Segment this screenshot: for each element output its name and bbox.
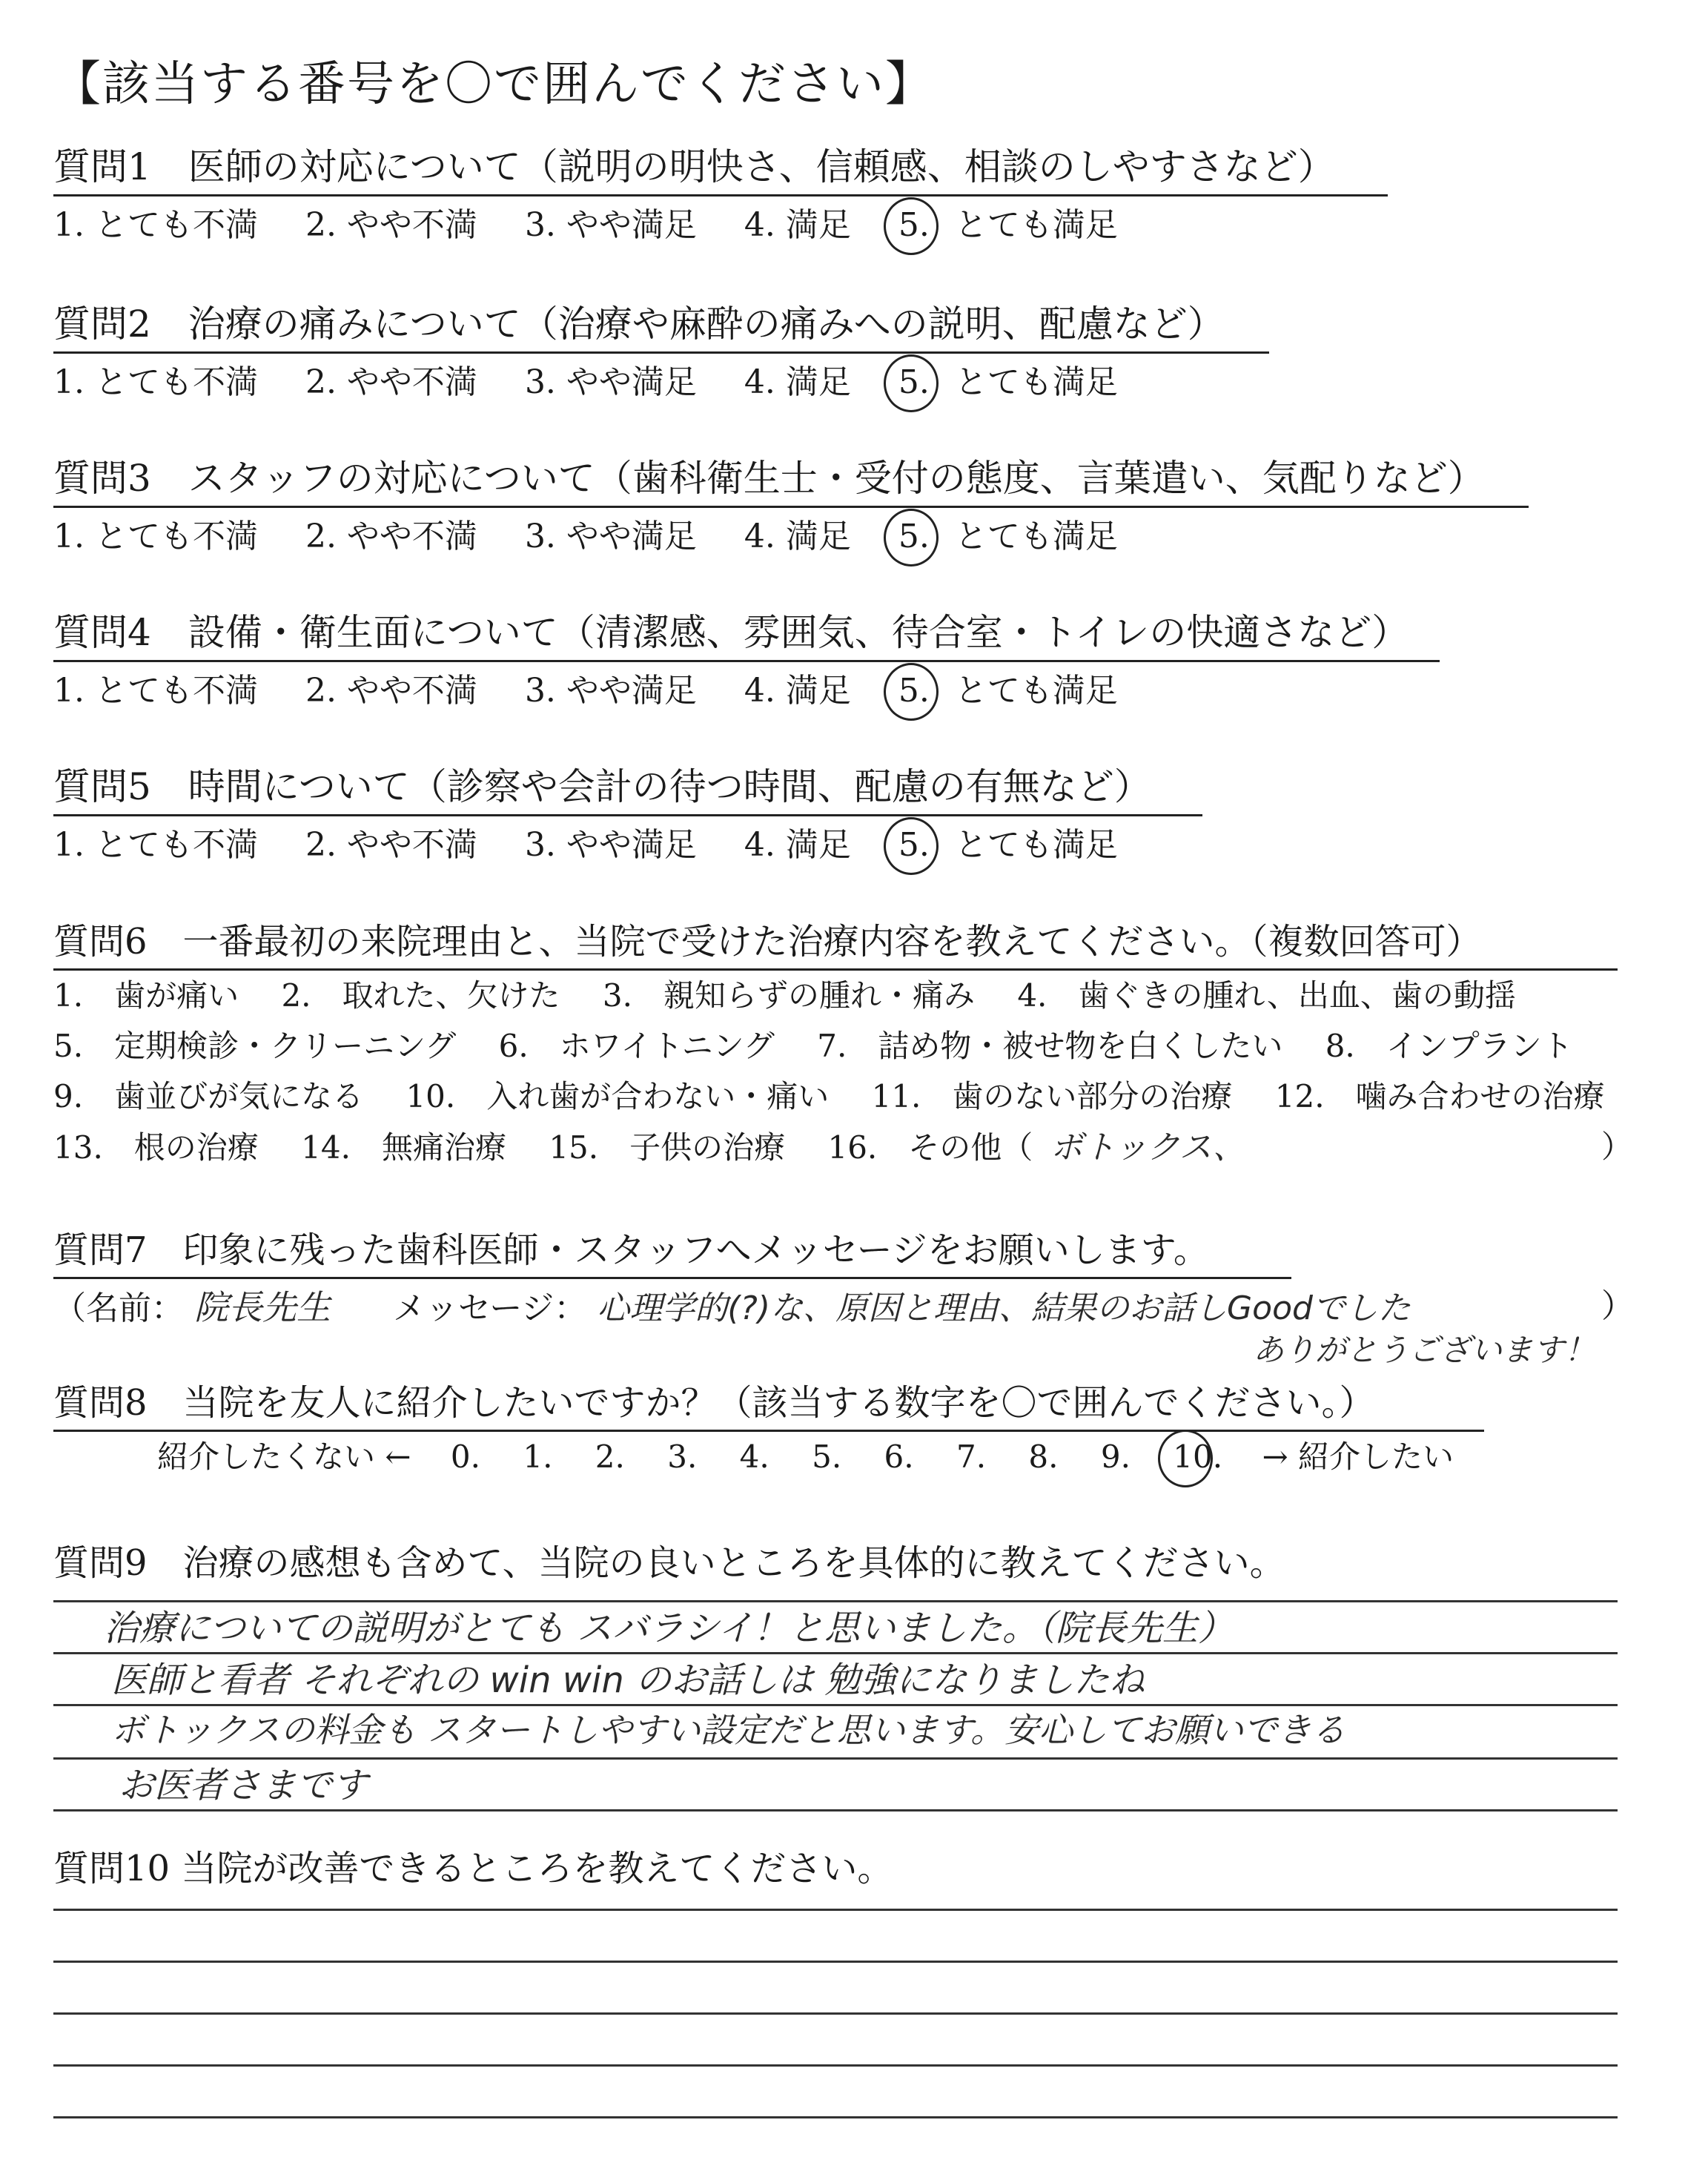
q4-underline — [53, 660, 1440, 662]
q9-rule-1 — [53, 1600, 1618, 1602]
q4-option-1[interactable]: 1. とても不満 — [53, 672, 258, 710]
q5-underline — [53, 814, 1202, 816]
q3-option-4[interactable]: 4. 満足 — [744, 518, 851, 555]
q6-option-6[interactable]: 6. ホワイトニング — [498, 1028, 775, 1064]
q8-heading: 質問8 当院を友人に紹介したいですか？（該当する数字を〇で囲んでください。） — [53, 1382, 1375, 1424]
q6-option-7[interactable]: 7. 詰め物・被せ物を白くしたい — [817, 1028, 1283, 1064]
q2-heading: 質問2 治療の痛みについて（治療や麻酔の痛みへの説明、配慮など） — [53, 303, 1225, 346]
q4-options — [53, 672, 1155, 710]
q6-row-4 — [53, 1129, 1282, 1166]
q1-option-4[interactable]: 4. 満足 — [744, 206, 851, 244]
q2-options — [53, 363, 1155, 401]
q4-option-3[interactable]: 3. やや満足 — [524, 672, 697, 710]
q6-option-5[interactable]: 5. 定期検診・クリーニング — [53, 1028, 457, 1064]
q9-rule-5 — [53, 1809, 1618, 1811]
q6-row-3 — [53, 1078, 1605, 1114]
q8-option-2[interactable]: 2. — [595, 1439, 625, 1475]
q6-option-10[interactable]: 10. 入れ歯が合わない・痛い — [406, 1078, 830, 1114]
q10-rule-5 — [53, 2116, 1618, 2118]
q6-row-2 — [53, 1028, 1573, 1064]
q2-underline — [53, 351, 1269, 354]
q1-option-1[interactable]: 1. とても不満 — [53, 206, 258, 244]
q10-rule-4 — [53, 2064, 1618, 2067]
q4-heading: 質問4 設備・衛生面について（清潔感、雰囲気、待合室・トイレの快適さなど） — [53, 611, 1409, 654]
q5-option-2[interactable]: 2. やや不満 — [305, 826, 477, 864]
q10-rule-3 — [53, 2012, 1618, 2015]
q8-option-7[interactable]: 7. — [956, 1439, 987, 1475]
q7-name-value[interactable]: 院長先生 — [194, 1287, 331, 1327]
q8-option-6[interactable]: 6. — [884, 1439, 914, 1475]
q6-option-14[interactable]: 14. 無痛治療 — [301, 1129, 506, 1166]
q7-name-label: （名前： — [53, 1289, 184, 1327]
q3-underline — [53, 506, 1529, 508]
q2-option-4[interactable]: 4. 満足 — [744, 363, 851, 401]
q5-options — [53, 826, 1155, 864]
q2-option-5-label[interactable]: とても満足 — [954, 363, 1118, 401]
q6-option-9[interactable]: 9. 歯並びが気になる — [53, 1078, 364, 1114]
q7-message-label: メッセージ： — [393, 1289, 587, 1327]
q10-heading: 質問10 当院が改善できるところを教えてください。 — [53, 1848, 893, 1889]
q3-option-3[interactable]: 3. やや満足 — [524, 518, 697, 555]
q6-option-11[interactable]: 11. 歯のない部分の治療 — [871, 1078, 1233, 1114]
q6-option-8[interactable]: 8. インプラント — [1325, 1028, 1573, 1064]
q6-other-text[interactable]: ボトックス、 — [1050, 1129, 1246, 1166]
q6-other-close: ） — [1601, 1129, 1633, 1165]
q3-option-5-circled[interactable]: 5. — [898, 518, 930, 555]
q1-underline — [53, 194, 1388, 196]
q5-option-5-label[interactable]: とても満足 — [954, 826, 1118, 864]
q6-option-3[interactable]: 3. 親知らずの腫れ・痛み — [602, 977, 975, 1014]
q7-message-row — [53, 1287, 1411, 1327]
q1-option-2[interactable]: 2. やや不満 — [305, 206, 477, 244]
q8-option-4[interactable]: 4. — [739, 1439, 769, 1475]
q9-answer-line-3[interactable]: ボトックスの料金も スタートしやすい設定だと思います。安心してお願いできる — [111, 1710, 1346, 1750]
q9-rule-3 — [53, 1704, 1618, 1706]
q4-option-5-circled[interactable]: 5. — [898, 672, 930, 710]
q9-rule-2 — [53, 1652, 1618, 1654]
q8-option-0[interactable]: 0. — [450, 1439, 480, 1475]
q2-option-1[interactable]: 1. とても不満 — [53, 363, 258, 401]
q2-option-5-circled[interactable]: 5. — [898, 363, 930, 401]
q9-answer-line-2[interactable]: 医師と看者 それぞれの win win のお話しは 勉強になりましたね — [111, 1659, 1145, 1701]
q8-option-10-circled[interactable]: 10. — [1173, 1439, 1223, 1475]
q8-option-3[interactable]: 3. — [667, 1439, 698, 1475]
q6-heading: 質問6 一番最初の来院理由と、当院で受けた治療内容を教えてください。（複数回答可） — [53, 921, 1482, 962]
q7-message-line-1[interactable]: 心理学的(?)な、原因と理由、結果のお話しGoodでした — [597, 1289, 1411, 1327]
q10-rule-1 — [53, 1909, 1618, 1911]
q6-option-12[interactable]: 12. 噛み合わせの治療 — [1274, 1078, 1605, 1114]
q3-option-5-label[interactable]: とても満足 — [954, 518, 1118, 555]
q7-underline — [53, 1277, 1291, 1279]
q7-close-paren: ） — [1601, 1287, 1634, 1325]
q9-rule-4 — [53, 1757, 1618, 1760]
q3-option-2[interactable]: 2. やや不満 — [305, 518, 477, 555]
q1-option-5-circled[interactable]: 5. — [898, 206, 930, 244]
q8-option-1[interactable]: 1. — [523, 1439, 553, 1475]
q7-heading: 質問7 印象に残った歯科医師・スタッフへメッセージをお願いします。 — [53, 1229, 1209, 1271]
q6-option-13[interactable]: 13. 根の治療 — [53, 1129, 259, 1166]
q9-heading: 質問9 治療の感想も含めて、当院の良いところを具体的に教えてください。 — [53, 1542, 1285, 1584]
q1-options — [53, 206, 1155, 244]
q3-options — [53, 518, 1155, 555]
q1-option-5-label[interactable]: とても満足 — [954, 206, 1118, 244]
q10-rule-2 — [53, 1961, 1618, 1963]
q8-option-8[interactable]: 8. — [1028, 1439, 1059, 1475]
q4-option-5-label[interactable]: とても満足 — [954, 672, 1118, 710]
q6-option-15[interactable]: 15. 子供の治療 — [549, 1129, 786, 1166]
q8-scale — [157, 1441, 1454, 1473]
q6-option-4[interactable]: 4. 歯ぐきの腫れ、出血、歯の動揺 — [1017, 977, 1516, 1014]
q5-option-1[interactable]: 1. とても不満 — [53, 826, 258, 864]
q1-option-3[interactable]: 3. やや満足 — [524, 206, 697, 244]
q4-option-2[interactable]: 2. やや不満 — [305, 672, 477, 710]
q9-answer-line-1[interactable]: 治療についての説明がとても スバラシイ！と思いました。（院長先生） — [104, 1608, 1234, 1649]
q5-option-4[interactable]: 4. 満足 — [744, 826, 851, 864]
q9-answer-line-4[interactable]: お医者さまです — [119, 1765, 368, 1806]
q5-heading: 質問5 時間について（診察や会計の待つ時間、配慮の有無など） — [53, 765, 1151, 808]
q8-option-5[interactable]: 5. — [812, 1439, 842, 1475]
q8-option-9[interactable]: 9. — [1100, 1439, 1131, 1475]
q3-option-1[interactable]: 1. とても不満 — [53, 518, 258, 555]
q5-option-3[interactable]: 3. やや満足 — [524, 826, 697, 864]
q7-message-line-2[interactable]: ありがとうございます！ — [1253, 1332, 1596, 1368]
q5-option-5-circled[interactable]: 5. — [898, 826, 930, 864]
q6-row-1 — [53, 977, 1516, 1014]
q3-heading: 質問3 スタッフの対応について（歯科衛生士・受付の態度、言葉遣い、気配りなど） — [53, 457, 1485, 500]
q6-option-2[interactable]: 2. 取れた、欠けた — [281, 977, 560, 1014]
q1-heading: 質問1 医師の対応について（説明の明快さ、信頼感、相談のしやすさなど） — [53, 145, 1335, 188]
q2-option-2[interactable]: 2. やや不満 — [305, 363, 477, 401]
q6-underline — [53, 968, 1618, 971]
q6-option-1[interactable]: 1. 歯が痛い — [53, 977, 239, 1014]
q8-underline — [53, 1430, 1484, 1432]
q8-left-label: 紹介したくない ← — [157, 1439, 411, 1475]
q2-option-3[interactable]: 3. やや満足 — [524, 363, 697, 401]
page-title: 【該当する番号を〇で囲んでください】 — [53, 57, 934, 112]
q6-option-16[interactable]: 16. その他（ — [827, 1129, 1033, 1166]
q4-option-4[interactable]: 4. 満足 — [744, 672, 851, 710]
q8-right-label: → 紹介したい — [1262, 1439, 1454, 1475]
